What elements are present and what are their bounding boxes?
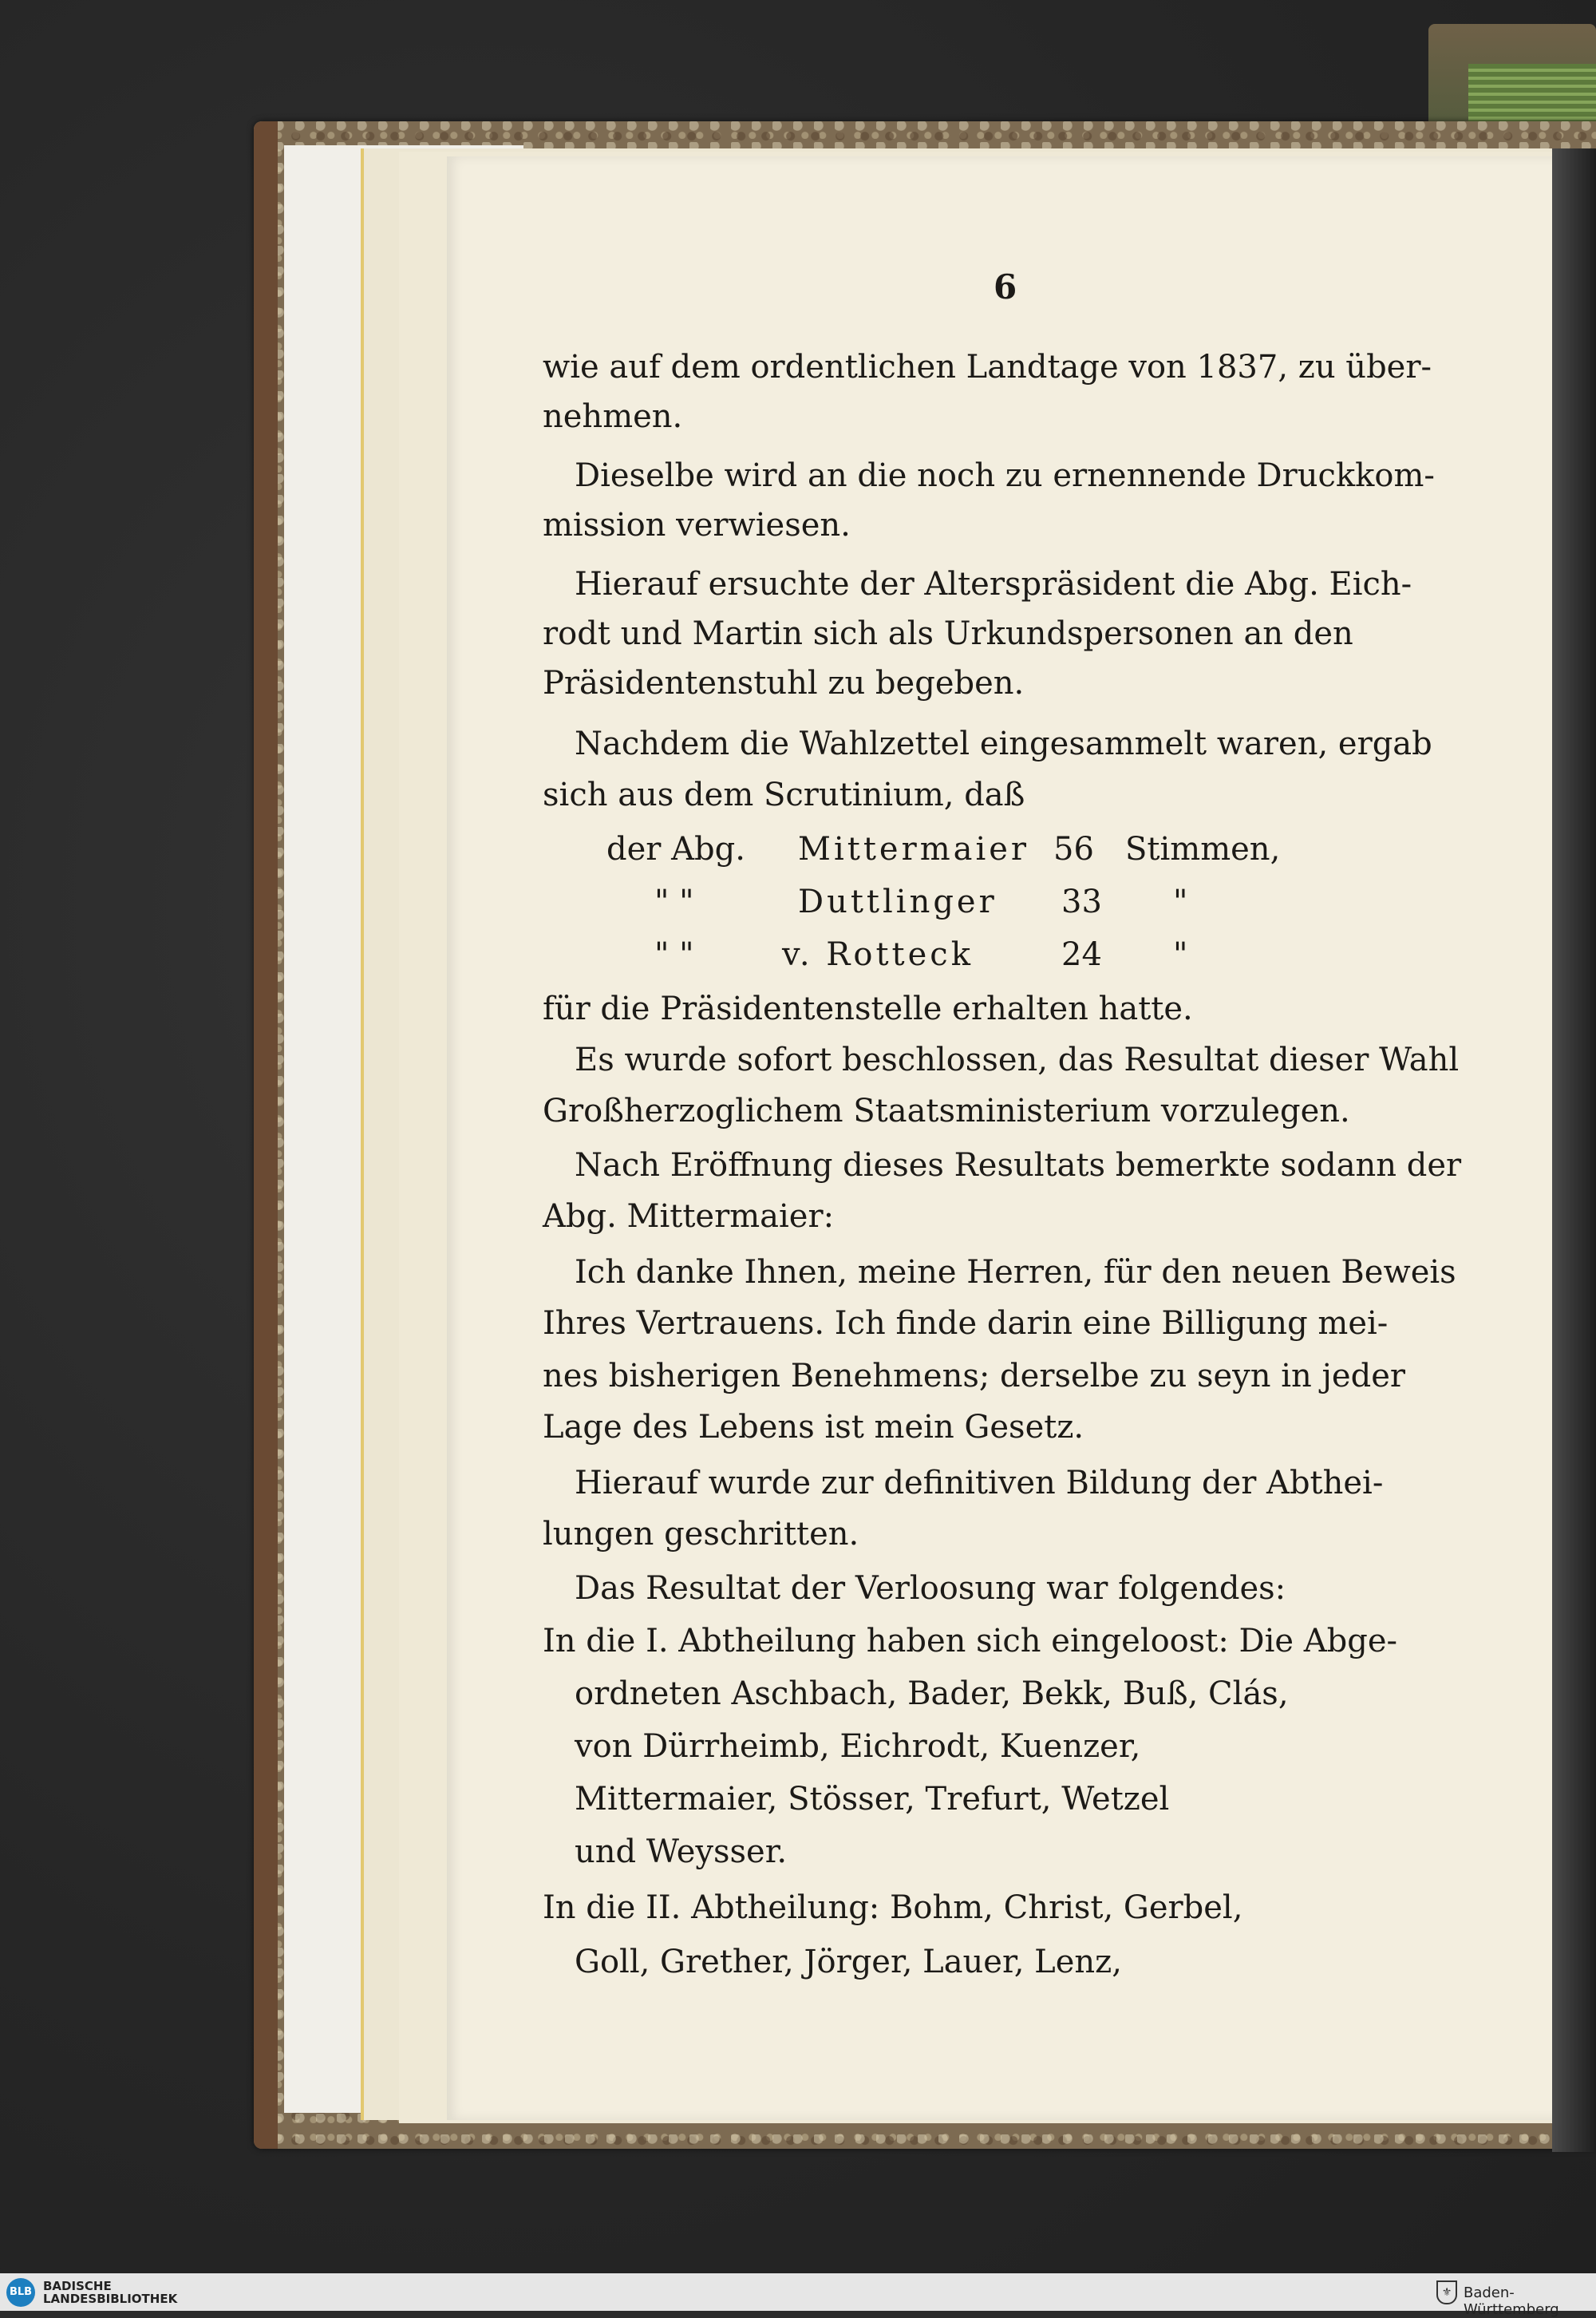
text-line: Lage des Lebens ist mein Gesetz. bbox=[543, 1409, 1084, 1446]
text-line: von Dürrheimb, Eichrodt, Kuenzer, bbox=[575, 1728, 1141, 1765]
vote-row bbox=[543, 931, 1444, 979]
text-line: Es wurde sofort beschlossen, das Resultat dieser Wahl bbox=[575, 1042, 1460, 1078]
text-line: Abg. Mittermaier: bbox=[543, 1198, 835, 1235]
text-line: Nachdem die Wahlzettel eingesammelt waren, ergab bbox=[575, 726, 1432, 762]
text-line: rodt und Martin sich als Urkundspersonen an den bbox=[543, 615, 1353, 652]
text-line: nes bisherigen Benehmens; derselbe zu seyn in jeder bbox=[543, 1358, 1405, 1394]
text-line: Dieselbe wird an die noch zu ernennende Druckkom- bbox=[575, 457, 1435, 494]
text-line: Mittermaier, Stösser, Trefurt, Wetzel bbox=[575, 1781, 1170, 1818]
library-name-line1: BADISCHE bbox=[43, 2279, 112, 2293]
cover-leather-edge bbox=[254, 121, 278, 2149]
gutter-shadow bbox=[1552, 148, 1596, 2152]
blb-logo-icon[interactable]: BLB bbox=[6, 2278, 35, 2307]
text-line: für die Präsidentenstelle erhalten hatte. bbox=[543, 991, 1193, 1027]
text-line: lungen geschritten. bbox=[543, 1516, 859, 1553]
text-line: wie auf dem ordentlichen Landtage von 1837, zu über- bbox=[543, 349, 1432, 386]
vote-name: v. Rotteck bbox=[782, 936, 974, 973]
vote-count: 33 bbox=[1061, 884, 1102, 920]
vote-prefix: " " bbox=[654, 936, 694, 973]
vote-unit: Stimmen, bbox=[1125, 831, 1281, 868]
vote-row bbox=[543, 878, 1444, 926]
text-line: ordneten Aschbach, Bader, Bekk, Buß, Clás, bbox=[575, 1675, 1289, 1712]
text-line: nehmen. bbox=[543, 398, 683, 435]
text-line: Ihres Vertrauens. Ich finde darin eine Billigung mei- bbox=[543, 1305, 1389, 1342]
vote-name: Mittermaier bbox=[798, 831, 1030, 868]
vote-prefix: " " bbox=[654, 884, 694, 920]
footer-bar bbox=[0, 2273, 1596, 2318]
page-number: 6 bbox=[994, 267, 1017, 307]
vote-count: 56 bbox=[1053, 831, 1094, 868]
text-line: Goll, Grether, Jörger, Lauer, Lenz, bbox=[575, 1944, 1122, 1980]
vote-row bbox=[543, 825, 1444, 873]
text-line: Großherzoglichem Staatsministerium vorzulegen. bbox=[543, 1093, 1350, 1129]
book-page bbox=[447, 156, 1596, 2120]
vote-prefix: der Abg. bbox=[606, 831, 745, 868]
text-line: mission verwiesen. bbox=[543, 507, 851, 544]
text-line: Präsidentenstuhl zu begeben. bbox=[543, 665, 1025, 702]
text-line: In die I. Abtheilung haben sich eingeloost: Die Abge- bbox=[543, 1623, 1398, 1659]
vote-unit: " bbox=[1173, 936, 1188, 973]
text-line: Das Resultat der Verloosung war folgendes: bbox=[575, 1570, 1286, 1607]
text-line: Hierauf ersuchte der Alterspräsident die Abg. Eich- bbox=[575, 566, 1412, 603]
vote-count: 24 bbox=[1061, 936, 1102, 973]
library-name-line2: LANDESBIBLIOTHEK bbox=[43, 2292, 178, 2306]
state-name[interactable]: Baden-Württemberg bbox=[1464, 2284, 1559, 2318]
vote-unit: " bbox=[1173, 884, 1188, 920]
library-name[interactable] bbox=[43, 2280, 177, 2305]
text-line: und Weysser. bbox=[575, 1833, 788, 1870]
coat-of-arms-icon: ⚜ bbox=[1436, 2280, 1457, 2304]
text-line: Ich danke Ihnen, meine Herren, für den neuen Beweis bbox=[575, 1254, 1456, 1291]
text-line: sich aus dem Scrutinium, daß bbox=[543, 777, 1025, 813]
text-line: In die II. Abtheilung: Bohm, Christ, Gerbel, bbox=[543, 1889, 1243, 1926]
text-line: Hierauf wurde zur definitiven Bildung der Abthei- bbox=[575, 1465, 1384, 1501]
vote-name: Duttlinger bbox=[798, 884, 998, 920]
text-line: Nach Eröffnung dieses Resultats bemerkte sodann der bbox=[575, 1147, 1462, 1184]
